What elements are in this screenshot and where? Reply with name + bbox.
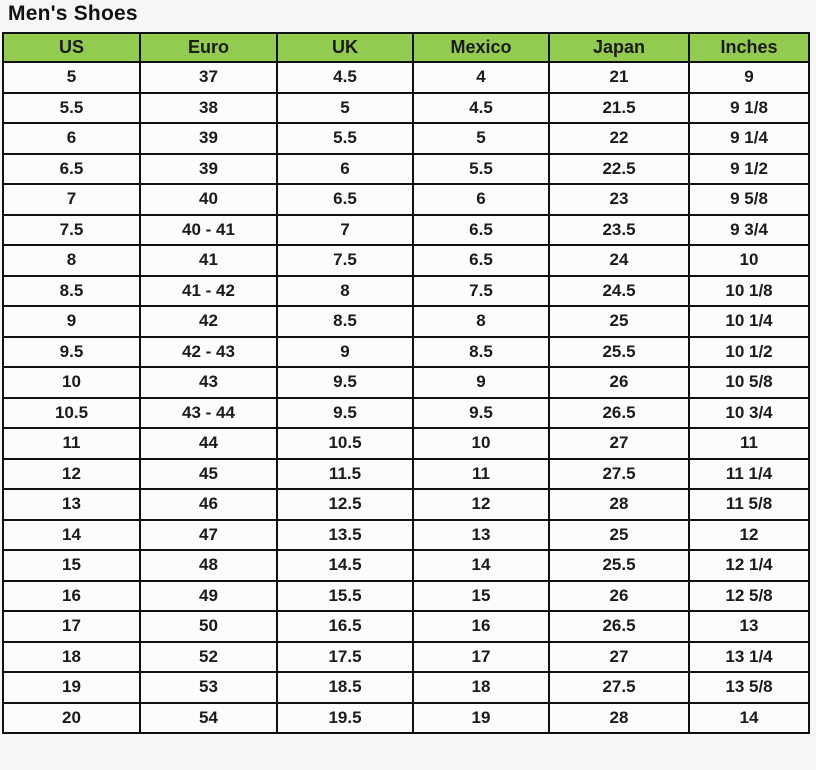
table-cell: 9 5/8	[689, 184, 809, 215]
table-cell: 26	[549, 367, 689, 398]
table-row	[3, 520, 809, 551]
table-cell: 7.5	[277, 245, 413, 276]
table-cell: 9.5	[413, 398, 549, 429]
table-row	[3, 154, 809, 185]
table-cell: 26.5	[549, 398, 689, 429]
table-cell: 10.5	[3, 398, 140, 429]
table-cell: 7.5	[3, 215, 140, 246]
table-cell: 13	[413, 520, 549, 551]
table-row	[3, 489, 809, 520]
column-header-japan: Japan	[549, 33, 689, 62]
table-cell: 28	[549, 703, 689, 734]
table-cell: 10	[689, 245, 809, 276]
table-cell: 13 5/8	[689, 672, 809, 703]
table-cell: 6.5	[413, 215, 549, 246]
table-cell: 9.5	[277, 398, 413, 429]
table-cell: 12	[3, 459, 140, 490]
table-cell: 12	[689, 520, 809, 551]
table-cell: 40	[140, 184, 277, 215]
table-cell: 49	[140, 581, 277, 612]
table-row	[3, 672, 809, 703]
table-cell: 9 3/4	[689, 215, 809, 246]
table-cell: 13.5	[277, 520, 413, 551]
table-cell: 16	[3, 581, 140, 612]
table-body	[3, 62, 809, 733]
table-cell: 22.5	[549, 154, 689, 185]
table-cell: 52	[140, 642, 277, 673]
table-cell: 39	[140, 154, 277, 185]
table-cell: 10 1/4	[689, 306, 809, 337]
table-cell: 12.5	[277, 489, 413, 520]
column-header-us: US	[3, 33, 140, 62]
table-cell: 54	[140, 703, 277, 734]
table-cell: 24.5	[549, 276, 689, 307]
table-cell: 11.5	[277, 459, 413, 490]
table-cell: 12 5/8	[689, 581, 809, 612]
table-cell: 42 - 43	[140, 337, 277, 368]
table-cell: 4.5	[277, 62, 413, 93]
table-cell: 8.5	[413, 337, 549, 368]
table-row	[3, 398, 809, 429]
table-row	[3, 62, 809, 93]
table-cell: 10.5	[277, 428, 413, 459]
table-cell: 41 - 42	[140, 276, 277, 307]
table-cell: 10 5/8	[689, 367, 809, 398]
table-row	[3, 611, 809, 642]
table-row	[3, 367, 809, 398]
table-cell: 9 1/4	[689, 123, 809, 154]
table-cell: 5	[3, 62, 140, 93]
table-cell: 20	[3, 703, 140, 734]
table-cell: 16.5	[277, 611, 413, 642]
table-cell: 18	[3, 642, 140, 673]
table-cell: 14.5	[277, 550, 413, 581]
table-cell: 24	[549, 245, 689, 276]
table-cell: 9	[689, 62, 809, 93]
table-cell: 26	[549, 581, 689, 612]
table-cell: 17	[413, 642, 549, 673]
table-cell: 13 1/4	[689, 642, 809, 673]
table-row	[3, 703, 809, 734]
table-cell: 45	[140, 459, 277, 490]
table-cell: 13	[3, 489, 140, 520]
table-row	[3, 581, 809, 612]
table-cell: 9	[3, 306, 140, 337]
table-row	[3, 459, 809, 490]
table-cell: 6	[3, 123, 140, 154]
table-cell: 8	[3, 245, 140, 276]
table-cell: 10	[413, 428, 549, 459]
table-cell: 25.5	[549, 337, 689, 368]
table-cell: 17	[3, 611, 140, 642]
table-cell: 46	[140, 489, 277, 520]
table-cell: 9.5	[277, 367, 413, 398]
table-cell: 11	[3, 428, 140, 459]
table-row	[3, 184, 809, 215]
page-title: Men's Shoes	[8, 2, 138, 25]
table-cell: 7	[3, 184, 140, 215]
table-cell: 18.5	[277, 672, 413, 703]
table-cell: 21	[549, 62, 689, 93]
table-cell: 4.5	[413, 93, 549, 124]
table-cell: 14	[413, 550, 549, 581]
table-cell: 5.5	[3, 93, 140, 124]
table-cell: 10 3/4	[689, 398, 809, 429]
table-cell: 27	[549, 642, 689, 673]
table-cell: 27.5	[549, 459, 689, 490]
table-cell: 9	[277, 337, 413, 368]
table-cell: 19.5	[277, 703, 413, 734]
table-row	[3, 276, 809, 307]
shoe-size-conversion-table	[2, 32, 810, 734]
table-cell: 10	[3, 367, 140, 398]
table-cell: 11	[689, 428, 809, 459]
table-cell: 26.5	[549, 611, 689, 642]
table-cell: 6.5	[277, 184, 413, 215]
table-cell: 19	[413, 703, 549, 734]
table-row	[3, 306, 809, 337]
table-row	[3, 215, 809, 246]
table-cell: 8	[277, 276, 413, 307]
table-cell: 27.5	[549, 672, 689, 703]
table-cell: 19	[3, 672, 140, 703]
table-cell: 21.5	[549, 93, 689, 124]
table-cell: 10 1/8	[689, 276, 809, 307]
table-cell: 8.5	[277, 306, 413, 337]
table-cell: 25	[549, 520, 689, 551]
table-row	[3, 642, 809, 673]
table-cell: 15	[413, 581, 549, 612]
table-cell: 7.5	[413, 276, 549, 307]
table-cell: 11 5/8	[689, 489, 809, 520]
table-cell: 23.5	[549, 215, 689, 246]
table-cell: 25.5	[549, 550, 689, 581]
table-row	[3, 123, 809, 154]
table-cell: 10 1/2	[689, 337, 809, 368]
table-cell: 12 1/4	[689, 550, 809, 581]
table-cell: 42	[140, 306, 277, 337]
table-cell: 6.5	[3, 154, 140, 185]
table-cell: 39	[140, 123, 277, 154]
table-row	[3, 245, 809, 276]
table-cell: 12	[413, 489, 549, 520]
table-cell: 5	[277, 93, 413, 124]
table-cell: 43	[140, 367, 277, 398]
table-cell: 9 1/2	[689, 154, 809, 185]
table-cell: 28	[549, 489, 689, 520]
table-cell: 15	[3, 550, 140, 581]
table-cell: 40 - 41	[140, 215, 277, 246]
column-header-inches: Inches	[689, 33, 809, 62]
table-row	[3, 550, 809, 581]
table-cell: 50	[140, 611, 277, 642]
table-cell: 15.5	[277, 581, 413, 612]
table-cell: 8	[413, 306, 549, 337]
table-cell: 4	[413, 62, 549, 93]
table-cell: 6	[277, 154, 413, 185]
table-cell: 6	[413, 184, 549, 215]
table-cell: 27	[549, 428, 689, 459]
table-cell: 38	[140, 93, 277, 124]
table-cell: 48	[140, 550, 277, 581]
table-cell: 5	[413, 123, 549, 154]
column-header-mexico: Mexico	[413, 33, 549, 62]
table-cell: 5.5	[413, 154, 549, 185]
column-header-uk: UK	[277, 33, 413, 62]
table-cell: 14	[3, 520, 140, 551]
table-cell: 53	[140, 672, 277, 703]
table-cell: 17.5	[277, 642, 413, 673]
table-cell: 11	[413, 459, 549, 490]
table-cell: 9	[413, 367, 549, 398]
table-cell: 14	[689, 703, 809, 734]
table-cell: 23	[549, 184, 689, 215]
table-cell: 9.5	[3, 337, 140, 368]
table-row	[3, 93, 809, 124]
table-cell: 9 1/8	[689, 93, 809, 124]
table-cell: 11 1/4	[689, 459, 809, 490]
table-cell: 18	[413, 672, 549, 703]
table-row	[3, 428, 809, 459]
table-cell: 5.5	[277, 123, 413, 154]
table-cell: 37	[140, 62, 277, 93]
table-cell: 8.5	[3, 276, 140, 307]
table-row	[3, 337, 809, 368]
header-row	[3, 33, 809, 62]
table-cell: 44	[140, 428, 277, 459]
table-cell: 6.5	[413, 245, 549, 276]
table-cell: 22	[549, 123, 689, 154]
column-header-euro: Euro	[140, 33, 277, 62]
table-cell: 16	[413, 611, 549, 642]
table-cell: 25	[549, 306, 689, 337]
table-cell: 7	[277, 215, 413, 246]
table-cell: 43 - 44	[140, 398, 277, 429]
table-cell: 47	[140, 520, 277, 551]
table-cell: 13	[689, 611, 809, 642]
table-cell: 41	[140, 245, 277, 276]
